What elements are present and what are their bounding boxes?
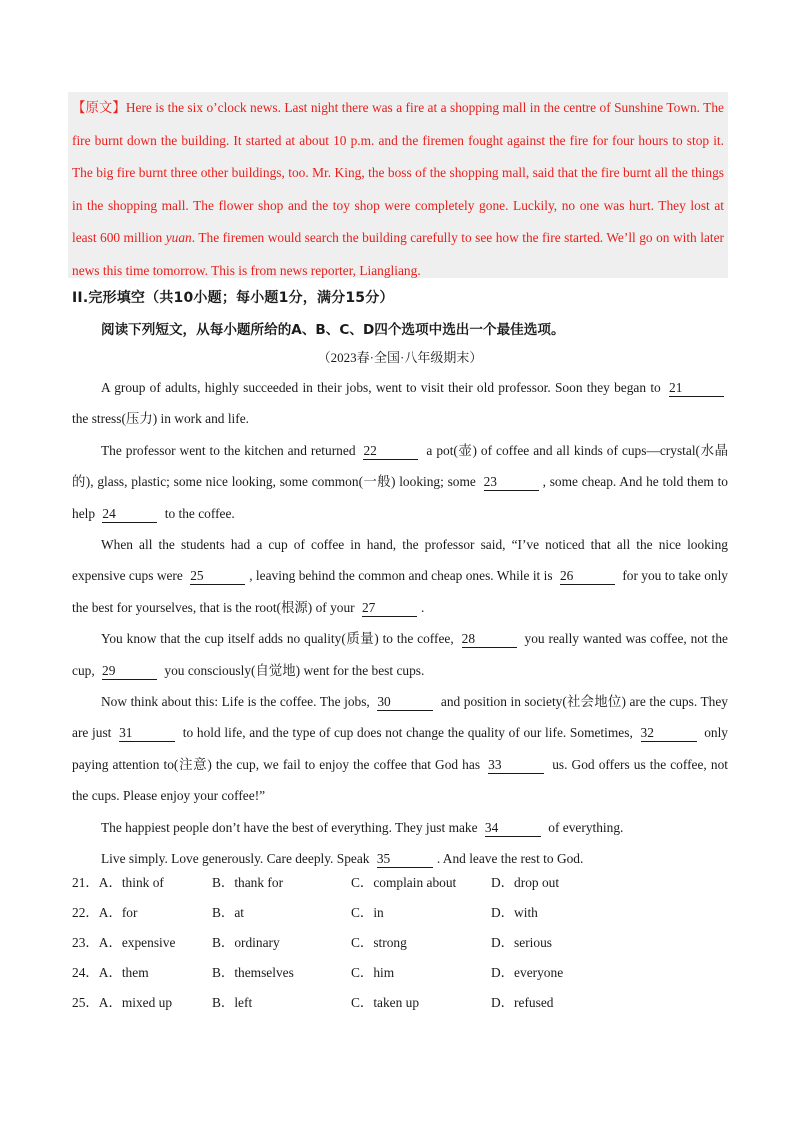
text-segment: of everything. [544,819,624,835]
option-b: B．left [212,995,253,1010]
option-b: B．at [212,905,244,920]
blank-32: 32 [641,725,697,742]
blank-21: 21 [669,380,724,397]
text-segment: the stress(压力) in work and life. [72,411,250,427]
text-segment: to the coffee. [161,505,235,521]
option-a [72,872,164,894]
question-number: 21． [72,875,99,890]
blank-28: 28 [462,631,517,648]
option-d: D．drop out [491,875,560,890]
option-a-text: A．them [98,965,149,980]
section-instruction: 阅读下列短文，从每小题所给的A、B、C、D四个选项中选出一个最佳选项。 [101,322,565,338]
listening-transcript-box [68,92,728,278]
option-a-text: A．for [98,905,138,920]
option-row-22 [72,902,722,932]
blank-22: 22 [363,443,418,460]
option-d: D．refused [491,995,554,1010]
paragraph-2 [72,435,728,529]
option-d: D．everyone [491,965,564,980]
blank-25: 25 [190,568,245,585]
option-row-25 [72,992,722,1022]
option-row-21 [72,872,722,902]
option-b: B．themselves [212,965,294,980]
option-row-24 [72,962,722,992]
paragraph-6 [72,812,728,843]
question-number: 25． [72,995,99,1010]
text-segment: for you to take only the best for yourselves, that is the root(根源) of your [72,568,729,615]
paragraph-4 [72,623,728,686]
question-number: 24． [72,965,99,980]
option-row-23 [72,932,722,962]
option-c: C．in [351,905,384,920]
text-segment: , leaving behind the common and cheap ones. While it is [249,568,556,584]
option-c: C．him [351,965,395,980]
question-number: 22． [72,905,99,920]
text-segment: The happiest people don’t have the best of everything. They just make [101,819,481,835]
text-segment: . And leave the rest to God. [436,851,584,867]
text-segment: to hold life, and the type of cup does not change the quality of our life. Sometimes, [179,725,637,741]
text-segment: Now think about this: Life is the coffee. The jobs, [101,694,374,710]
text-segment: Live simply. Love generously. Care deeply. Speak [101,851,373,867]
transcript-text-1: Here is the six o’clock news. Last night there was a fire at a shopping mall in the centre of Sunshine Town. The fire burnt down the building. It started at about 10 p.m. and the firemen fought against the fire for four hours to stop it. The big fire burnt three other buildings, too. Mr. King, the boss of the shopping mall, said that the fire burnt all the things in the shopping mall. The flower shop and the toy shop were completely gone. Luckily, no one was hurt. They lost at least 600 million [72,100,725,245]
passage-source: （2023春·全国·八年级期末） [317,350,483,365]
option-c: C．taken up [351,995,420,1010]
transcript-tag: 【原文】 [72,100,126,115]
text-segment: You know that the cup itself adds no quality(质量) to the coffee, [101,631,458,647]
option-d: D．serious [491,935,552,950]
blank-23: 23 [484,474,539,491]
option-c: C．complain about [351,875,457,890]
text-segment: The professor went to the kitchen and returned [101,442,360,458]
blank-27: 27 [362,600,417,617]
paragraph-1 [72,372,728,435]
option-b: B．ordinary [212,935,280,950]
option-a-text: A．expensive [98,935,176,950]
text-segment: A group of adults, highly succeeded in their jobs, went to visit their old professor. Soon they began to [101,380,665,395]
text-segment: When all the students had a cup of coffee in hand, the professor said, “I’ve noticed that all the nice looking expensive cups were [72,537,728,584]
option-a [72,932,175,954]
text-segment: a pot(壶) of coffee and all kinds of cups—crystal(水晶的), glass, plastic; some nice looking, some common(一般) looking; some [72,442,728,490]
blank-33: 33 [488,757,544,774]
blank-34: 34 [485,820,541,837]
text-segment: . [420,599,425,615]
text-segment: us. God offers us the coffee, not the cups. Please enjoy your coffee!” [72,756,728,804]
text-segment: only paying attention to(注意) the cup, we fail to enjoy the coffee that God has [72,725,729,772]
paragraph-5 [72,686,728,812]
blank-24: 24 [102,506,157,523]
option-a [72,902,137,924]
option-d: D．with [491,905,538,920]
text-segment: , some cheap. And he told them to help [72,474,728,521]
option-a-text: A．mixed up [98,995,173,1010]
transcript-text-2: . The firemen would search the building carefully to see how the fire started. We’ll go on with later news this time tomorrow. This is from news reporter, Liangliang. [72,230,725,278]
blank-29: 29 [102,663,157,680]
blank-26: 26 [560,568,615,585]
text-segment: and position in society(社会地位) are the cups. They are just [72,694,728,741]
option-a [72,962,149,984]
option-b: B．thank for [212,875,284,890]
option-a-text: A．think of [98,875,164,890]
option-a [72,992,172,1014]
section-title: II.完形填空（共10小题；每小题1分，满分15分） [72,290,394,306]
cloze-passage [72,372,728,875]
answer-options [72,872,722,1022]
paragraph-7 [72,843,728,874]
text-segment: you really wanted was coffee, not the cup, [72,631,728,678]
transcript-text [68,92,728,287]
paragraph-3 [72,529,728,623]
text-segment: you consciously(自觉地) went for the best cups. [161,662,425,678]
option-c: C．strong [351,935,407,950]
blank-30: 30 [377,694,433,711]
question-number: 23． [72,935,99,950]
blank-35: 35 [377,851,433,868]
transcript-italic: yuan [165,230,192,245]
blank-31: 31 [119,725,175,742]
